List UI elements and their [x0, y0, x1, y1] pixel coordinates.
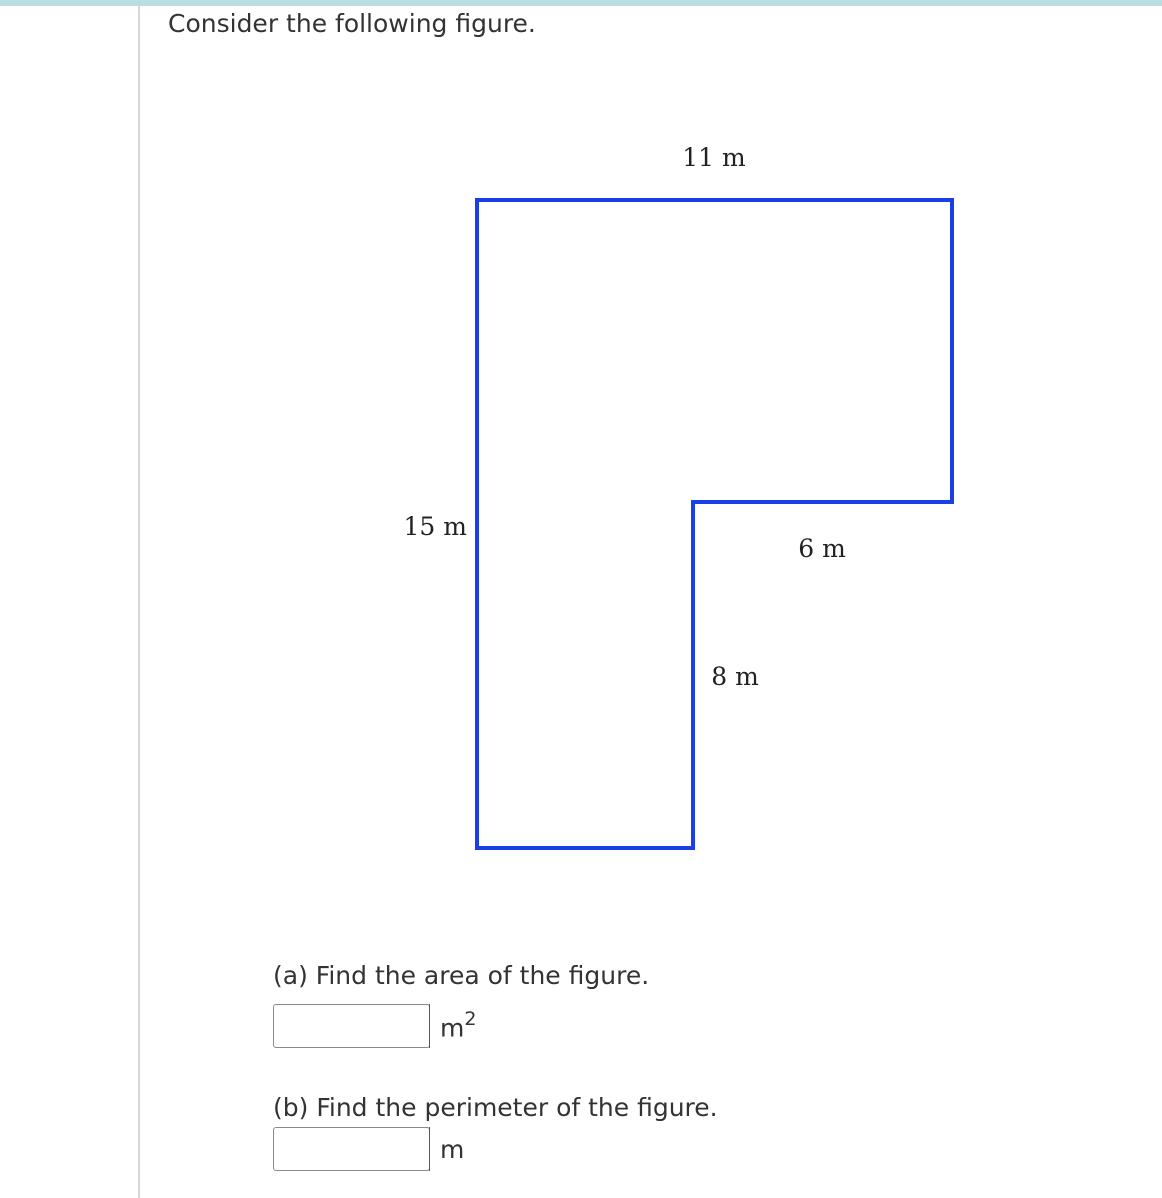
- question-b-label: (b) Find the perimeter of the figure.: [273, 1093, 718, 1122]
- perimeter-answer-input[interactable]: [273, 1127, 430, 1171]
- perimeter-unit: m: [440, 1134, 465, 1164]
- label-inner: 8 m: [711, 662, 759, 691]
- area-unit-base: m: [440, 1013, 465, 1043]
- label-top: 11 m: [682, 143, 746, 172]
- figure-outline: [477, 200, 952, 848]
- area-answer-input[interactable]: [273, 1004, 430, 1048]
- question-a-label: (a) Find the area of the figure.: [273, 961, 650, 990]
- answer-row-b: [273, 1127, 464, 1171]
- input-divider: [429, 1004, 430, 1048]
- answer-row-a: [273, 1004, 476, 1048]
- input-divider: [429, 1127, 430, 1171]
- area-unit-exponent: 2: [464, 1007, 477, 1030]
- label-left: 15 m: [403, 512, 467, 541]
- area-unit: [440, 1007, 477, 1043]
- question-prompt: Consider the following figure.: [168, 9, 536, 38]
- label-right: 6 m: [798, 534, 846, 563]
